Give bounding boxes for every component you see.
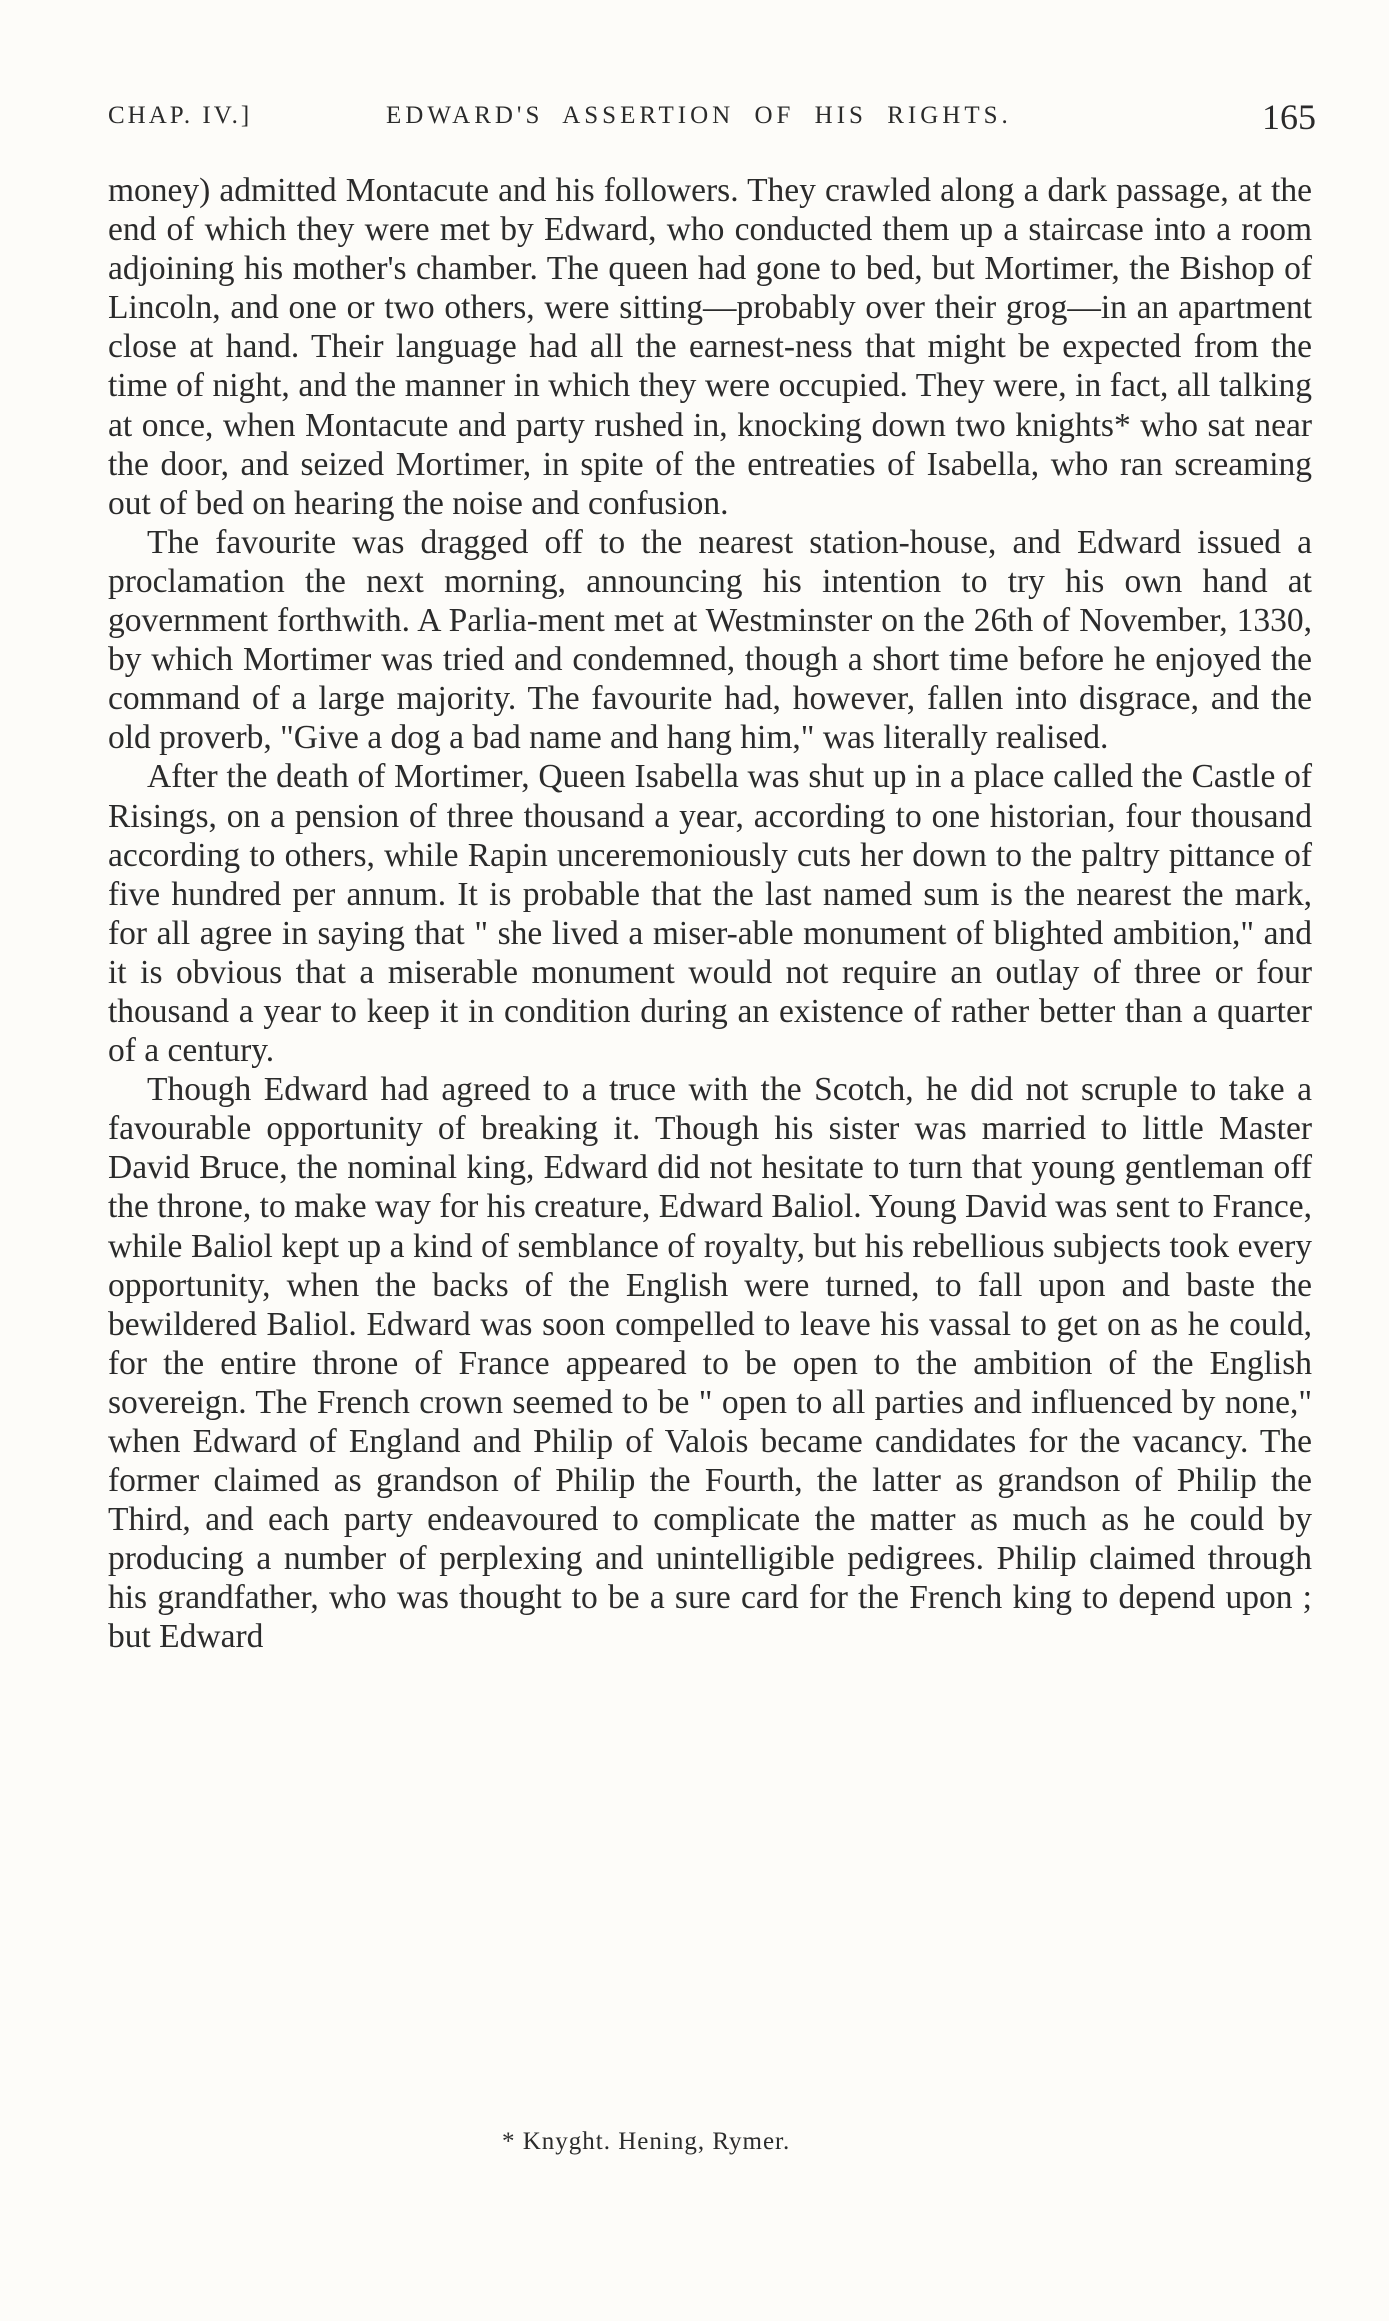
paragraph: After the death of Mortimer, Queen Isabella was shut up in a place called the Castle of Risings, on a pension of three thousand a year, according to one historian, four thousand according to others, while Rapin unceremoniously cuts her down to the paltry pittance of five hundred per annum. It is probable that the last named sum is the nearest the mark, for all agree in saying that " she lived a miser-able monument of blighted ambition," and it is obvious that a miserable monument would not require an outlay of three or four thousand a year to keep it in condition during an existence of rather better than a quarter of a century. xyxy=(108,758,1312,1070)
running-header xyxy=(108,96,1316,146)
paragraph: money) admitted Montacute and his followers. They crawled along a dark passage, at the end of which they were met by Edward, who conducted them up a staircase into a room adjoining his mother's chamber. The queen had gone to bed, but Mortimer, the Bishop of Lincoln, and one or two others, were sitting—probably over their grog—in an apartment close at hand. Their language had all the earnest-ness that might be expected from the time of night, and the manner in which they were occupied. They were, in fact, all talking at once, when Montacute and party rushed in, knocking down two knights* who sat near the door, and seized Mortimer, in spite of the entreaties of Isabella, who ran screaming out of bed on hearing the noise and confusion. xyxy=(108,172,1312,522)
chapter-label: CHAP. IV.] xyxy=(108,102,253,129)
running-title: EDWARD'S ASSERTION OF HIS RIGHTS. xyxy=(386,102,1012,129)
body-text xyxy=(108,171,1312,1657)
paragraph: Though Edward had agreed to a truce with the Scotch, he did not scruple to take a favourable opportunity of breaking it. Though his sister was married to little Master David Bruce, the nominal king, Edward did not hesitate to turn that young gentleman off the throne, to make way for his creature, Edward Baliol. Young David was sent to France, while Baliol kept up a kind of semblance of royalty, but his rebellious subjects took every opportunity, when the backs of the English were turned, to fall upon and baste the bewildered Baliol. Edward was soon compelled to leave his vassal to get on as he could, for the entire throne of France appeared to be open to the ambition of the English sovereign. The French crown seemed to be " open to all parties and influenced by none," when Edward of England and Philip of Valois became candidates for the vacancy. The former claimed as grandson of Philip the Fourth, the latter as grandson of Philip the Third, and each party endeavoured to complicate the matter as much as he could by producing a number of perplexing and unintelligible pedigrees. Philip claimed through his grandfather, who was thought to be a sure card for the French king to depend upon ; but Edward xyxy=(108,1071,1312,1656)
footnote: * Knyght. Hening, Rymer. xyxy=(502,2128,791,2155)
page-number: 165 xyxy=(1262,97,1316,137)
paragraph: The favourite was dragged off to the nearest station-house, and Edward issued a proclamation the next morning, announcing his intention to try his own hand at government forthwith. A Parlia-ment met at Westminster on the 26th of November, 1330, by which Mortimer was tried and condemned, though a short time before he enjoyed the command of a large majority. The favourite had, however, fallen into disgrace, and the old proverb, "Give a dog a bad name and hang him," was literally realised. xyxy=(108,523,1312,757)
